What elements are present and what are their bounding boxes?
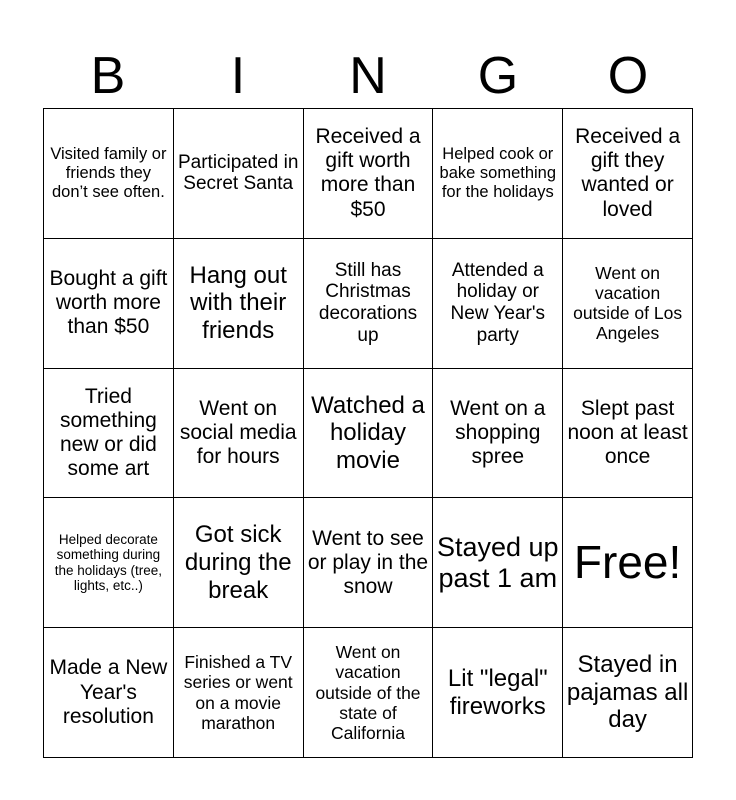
bingo-cell[interactable] [44, 239, 174, 369]
free-space-text: Free! [573, 536, 682, 589]
bingo-cell[interactable] [563, 628, 693, 758]
cell-text: Visited family or friends they don’t see often. [50, 144, 167, 201]
bingo-cell[interactable] [304, 498, 434, 628]
bingo-cell[interactable] [304, 109, 434, 239]
bingo-header [43, 44, 693, 108]
bingo-cell[interactable] [304, 628, 434, 758]
bingo-cell[interactable] [563, 109, 693, 239]
bingo-cell-free[interactable] [563, 498, 693, 628]
cell-text: Got sick during the break [184, 521, 292, 604]
bingo-cell[interactable] [44, 369, 174, 499]
bingo-cell[interactable] [44, 498, 174, 628]
bingo-cell[interactable] [174, 369, 304, 499]
bingo-cell[interactable] [44, 628, 174, 758]
bingo-cell[interactable] [563, 239, 693, 369]
cell-text: Stayed in pajamas all day [566, 651, 689, 734]
cell-text: Bought a gift worth more than $50 [49, 266, 168, 339]
cell-text: Went on a shopping spree [450, 396, 546, 469]
cell-text: Attended a holiday or New Year's party [450, 259, 546, 347]
cell-text: Lit "legal" fireworks [447, 665, 548, 720]
bingo-cell[interactable] [304, 369, 434, 499]
cell-text: Went on vacation outside of Los Angeles [573, 262, 683, 344]
cell-text: Tried something new or did some art [59, 384, 157, 481]
cell-text: Made a New Year's resolution [49, 656, 168, 728]
header-letter-o: O [607, 47, 649, 105]
header-letter-g: G [477, 47, 519, 105]
cell-text: Slept past noon at least once [567, 396, 688, 469]
cell-text: Helped decorate something during the holidays (tree, lights, etc..) [54, 531, 163, 594]
cell-text: Went on social media for hours [179, 396, 297, 469]
bingo-cell[interactable] [44, 109, 174, 239]
bingo-cell[interactable] [174, 239, 304, 369]
bingo-cell[interactable] [433, 239, 563, 369]
bingo-cell[interactable] [174, 109, 304, 239]
cell-text: Still has Christmas decorations up [318, 259, 418, 347]
cell-text: Went on vacation outside of the state of California [315, 642, 421, 743]
bingo-cell[interactable] [433, 628, 563, 758]
header-letter-i: I [230, 47, 246, 105]
bingo-cell[interactable] [174, 498, 304, 628]
bingo-cell[interactable] [433, 369, 563, 499]
cell-text: Helped cook or bake something for the holidays [439, 144, 557, 201]
cell-text: Hang out with their friends [189, 261, 287, 344]
bingo-cell[interactable] [304, 239, 434, 369]
bingo-board [43, 108, 693, 758]
bingo-cell[interactable] [174, 628, 304, 758]
bingo-cell[interactable] [563, 369, 693, 499]
cell-text: Stayed up past 1 am [436, 531, 559, 593]
header-letter-n: N [349, 47, 387, 105]
bingo-cell[interactable] [433, 498, 563, 628]
cell-text: Received a gift worth more than $50 [315, 125, 421, 221]
cell-text: Finished a TV series or went on a movie marathon [183, 652, 293, 733]
cell-text: Went to see or play in the snow [307, 526, 429, 598]
cell-text: Participated in Secret Santa [177, 151, 299, 195]
cell-text: Watched a holiday movie [311, 391, 425, 474]
cell-text: Received a gift they wanted or loved [575, 125, 681, 221]
bingo-cell[interactable] [433, 109, 563, 239]
header-letter-b: B [90, 47, 126, 105]
